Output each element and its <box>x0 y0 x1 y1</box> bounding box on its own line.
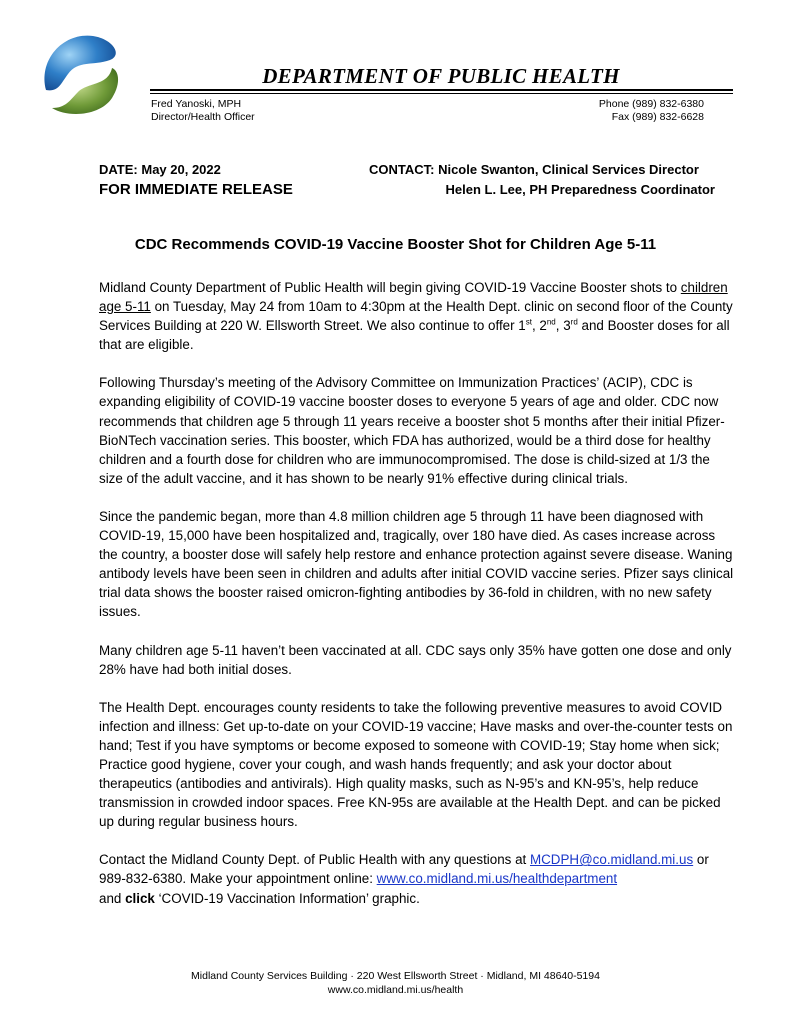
phone-block <box>599 98 704 124</box>
officer-title: Director/Health Officer <box>151 111 255 123</box>
contact-secondary: Helen L. Lee, PH Preparedness Coordinator <box>445 182 715 197</box>
release-date: DATE: May 20, 2022 <box>99 162 221 177</box>
footer-address: Midland County Services Building · 220 West Ellsworth Street · Midland, MI 48640-5194 <box>191 970 600 982</box>
header-rule <box>150 89 733 91</box>
p1-underlined: children age 5-11 <box>99 280 728 315</box>
phone-number: Phone (989) 832-6380 <box>598 98 704 110</box>
paragraph-2: Following Thursday’s meeting of the Advisory Committee on Immunization Practices’ (ACIP), CDC is expanding eligibility of COVID-19 vaccine booster doses to everyone 5 years of age and older. CDC now recommends that children age 5 through 11 years receive a booster shot 5 months after their initial Pfizer-BioNTech vaccination series. This booster, which FDA has authorized, would be a third dose for healthy children and a fourth dose for children who are immunocompromised. The dose is child-sized at 1/3 the size of the adult vaccine, and it has shown to be nearly 91% effective during clinical trials. <box>99 375 725 486</box>
paragraph-6 <box>99 850 734 907</box>
department-logo <box>38 30 124 120</box>
website-link[interactable]: www.co.midland.mi.us/healthdepartment <box>376 871 618 887</box>
header-rule-thin <box>150 93 733 94</box>
article-body <box>99 278 734 927</box>
department-title: DEPARTMENT OF PUBLIC HEALTH <box>262 64 620 88</box>
paragraph-5: The Health Dept. encourages county residents to take the following preventive measures to avoid COVID infection and illness: Get up-to-date on your COVID-19 vaccine; Have masks and over-the-counter tests on hand; Test if you have symptoms or become exposed to someone with COVID-19; Stay home when sick; Practice good hygiene, cover your cough, and wash hands frequently; and ask your doctor about therapeutics (antibodies and antivirals). High quality masks, such as N-95’s and KN-95’s, help reduce transmission in crowded indoor spaces. Free KN-95s are available at the Health Dept. and can be picked up during regular business hours. <box>99 699 733 830</box>
p1-sup-nd: nd <box>546 317 556 327</box>
headline: CDC Recommends COVID-19 Vaccine Booster Shot for Children Age 5-11 <box>134 236 657 253</box>
officer-block <box>151 98 255 124</box>
officer-name: Fred Yanoski, MPH <box>151 98 242 110</box>
p6-text-d: ‘COVID-19 Vaccination Information’ graphic. <box>154 890 420 906</box>
p6-text-b: or 989-832-6380. Make your appointment online: <box>99 852 709 887</box>
footer <box>0 969 791 997</box>
paragraph-3: Since the pandemic began, more than 4.8 million children age 5 through 11 have been diagnosed with COVID-19, 15,000 have been hospitalized and, tragically, over 180 have died. As cases increase across the country, a booster dose will safely help restore and enhance protection against severe disease. Waning antibody levels have been seen in children and adults after initial COVID vaccine series. Pfizer says clinical trial data shows the booster raised omicron-fighting antibodies by 36-fold in children, with no new safety issues. <box>99 508 734 620</box>
p6-text-a: Contact the Midland County Dept. of Public Health with any questions at <box>99 852 530 868</box>
p1-text-b: on Tuesday, May 24 from 10am to 4:30pm at the Health Dept. clinic on second floor of the County Services Building at 220 W. Ellsworth Street. We also continue to offer 1 <box>99 299 733 334</box>
fax-number: Fax (989) 832-6628 <box>611 111 704 123</box>
contact-primary: CONTACT: Nicole Swanton, Clinical Services Director <box>369 162 699 177</box>
p1-text-d: , 3 <box>555 318 571 334</box>
p1-sup-st: st <box>525 317 532 327</box>
footer-website: www.co.midland.mi.us/health <box>327 984 464 996</box>
paragraph-4: Many children age 5-11 haven’t been vaccinated at all. CDC says only 35% have gotten one dose and only 28% have had both initial doses. <box>99 642 732 677</box>
p6-click-bold: click <box>125 890 155 906</box>
p1-text-e: and Booster doses for all that are eligible. <box>99 318 730 353</box>
p6-text-c: and <box>99 890 126 906</box>
p1-sup-rd: rd <box>570 317 578 327</box>
p1-text-a: Midland County Department of Public Health will begin giving COVID-19 Vaccine Booster shots to <box>99 280 681 295</box>
email-link[interactable]: MCDPH@co.midland.mi.us <box>529 852 694 868</box>
release-label: FOR IMMEDIATE RELEASE <box>99 181 293 198</box>
p1-text-c: , 2 <box>531 318 547 334</box>
paragraph-1 <box>99 278 734 354</box>
